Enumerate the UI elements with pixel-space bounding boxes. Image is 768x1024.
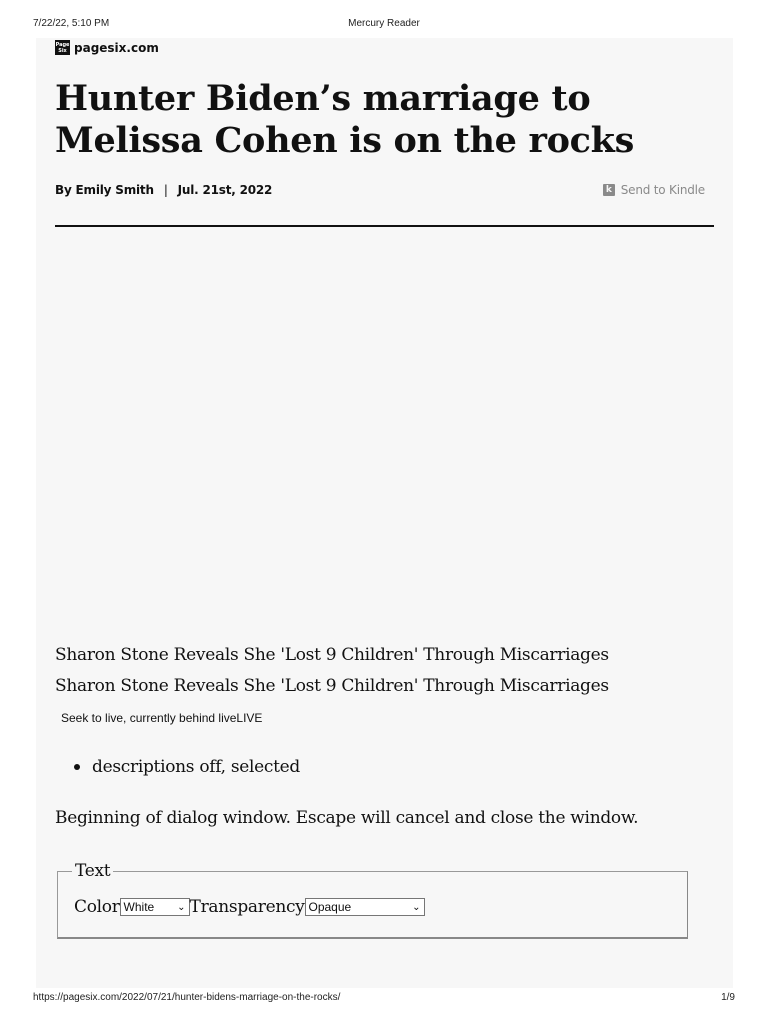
color-select[interactable] <box>120 898 190 916</box>
header-divider <box>55 225 714 227</box>
descriptions-item-label: descriptions off, selected <box>92 757 301 777</box>
transparency-label: Transparency <box>189 897 305 917</box>
descriptions-menu-item[interactable] <box>55 757 300 777</box>
reader-page <box>36 38 733 988</box>
transparency-select-value: Opaque <box>308 900 352 914</box>
color-select-value: White <box>123 900 155 914</box>
video-caption-repeat: Sharon Stone Reveals She 'Lost 9 Children' Through Miscarriages <box>55 676 609 696</box>
chevron-down-icon: ⌄ <box>412 901 421 913</box>
byline-separator: | <box>163 183 168 197</box>
send-to-kindle-button[interactable] <box>603 183 705 197</box>
author: By Emily Smith <box>55 183 154 197</box>
text-settings-row <box>74 897 425 917</box>
logo-text-top: Page <box>55 41 70 48</box>
bullet-icon <box>74 764 80 770</box>
descriptions-menu <box>55 757 300 777</box>
text-settings-fieldset <box>57 861 688 939</box>
seek-to-live-button[interactable]: Seek to live, currently behind liveLIVE <box>61 711 263 725</box>
print-header <box>0 18 768 32</box>
text-settings-legend: Text <box>72 861 113 881</box>
page-counter: 1/9 <box>721 992 735 1003</box>
site-branding[interactable] <box>55 40 159 55</box>
color-label: Color <box>74 897 120 917</box>
send-to-kindle-label: Send to Kindle <box>620 183 705 197</box>
print-url: https://pagesix.com/2022/07/21/hunter-bidens-marriage-on-the-rocks/ <box>33 992 341 1003</box>
print-datetime: 7/22/22, 5:10 PM <box>33 18 110 29</box>
byline <box>55 183 272 197</box>
transparency-select[interactable] <box>305 898 425 916</box>
print-footer <box>0 992 768 1006</box>
print-title: Mercury Reader <box>348 18 420 29</box>
video-caption: Sharon Stone Reveals She 'Lost 9 Children' Through Miscarriages <box>55 645 609 665</box>
site-name[interactable]: pagesix.com <box>74 40 159 55</box>
publish-date: Jul. 21st, 2022 <box>177 183 273 197</box>
dialog-start-note: Beginning of dialog window. Escape will cancel and close the window. <box>55 808 639 828</box>
chevron-down-icon: ⌄ <box>177 901 186 913</box>
article-headline: Hunter Biden’s marriage to Melissa Cohen is on the rocks <box>55 78 635 161</box>
kindle-icon: k <box>603 184 615 196</box>
pagesix-logo-icon <box>55 40 70 55</box>
logo-text-bottom: Six <box>58 47 67 54</box>
